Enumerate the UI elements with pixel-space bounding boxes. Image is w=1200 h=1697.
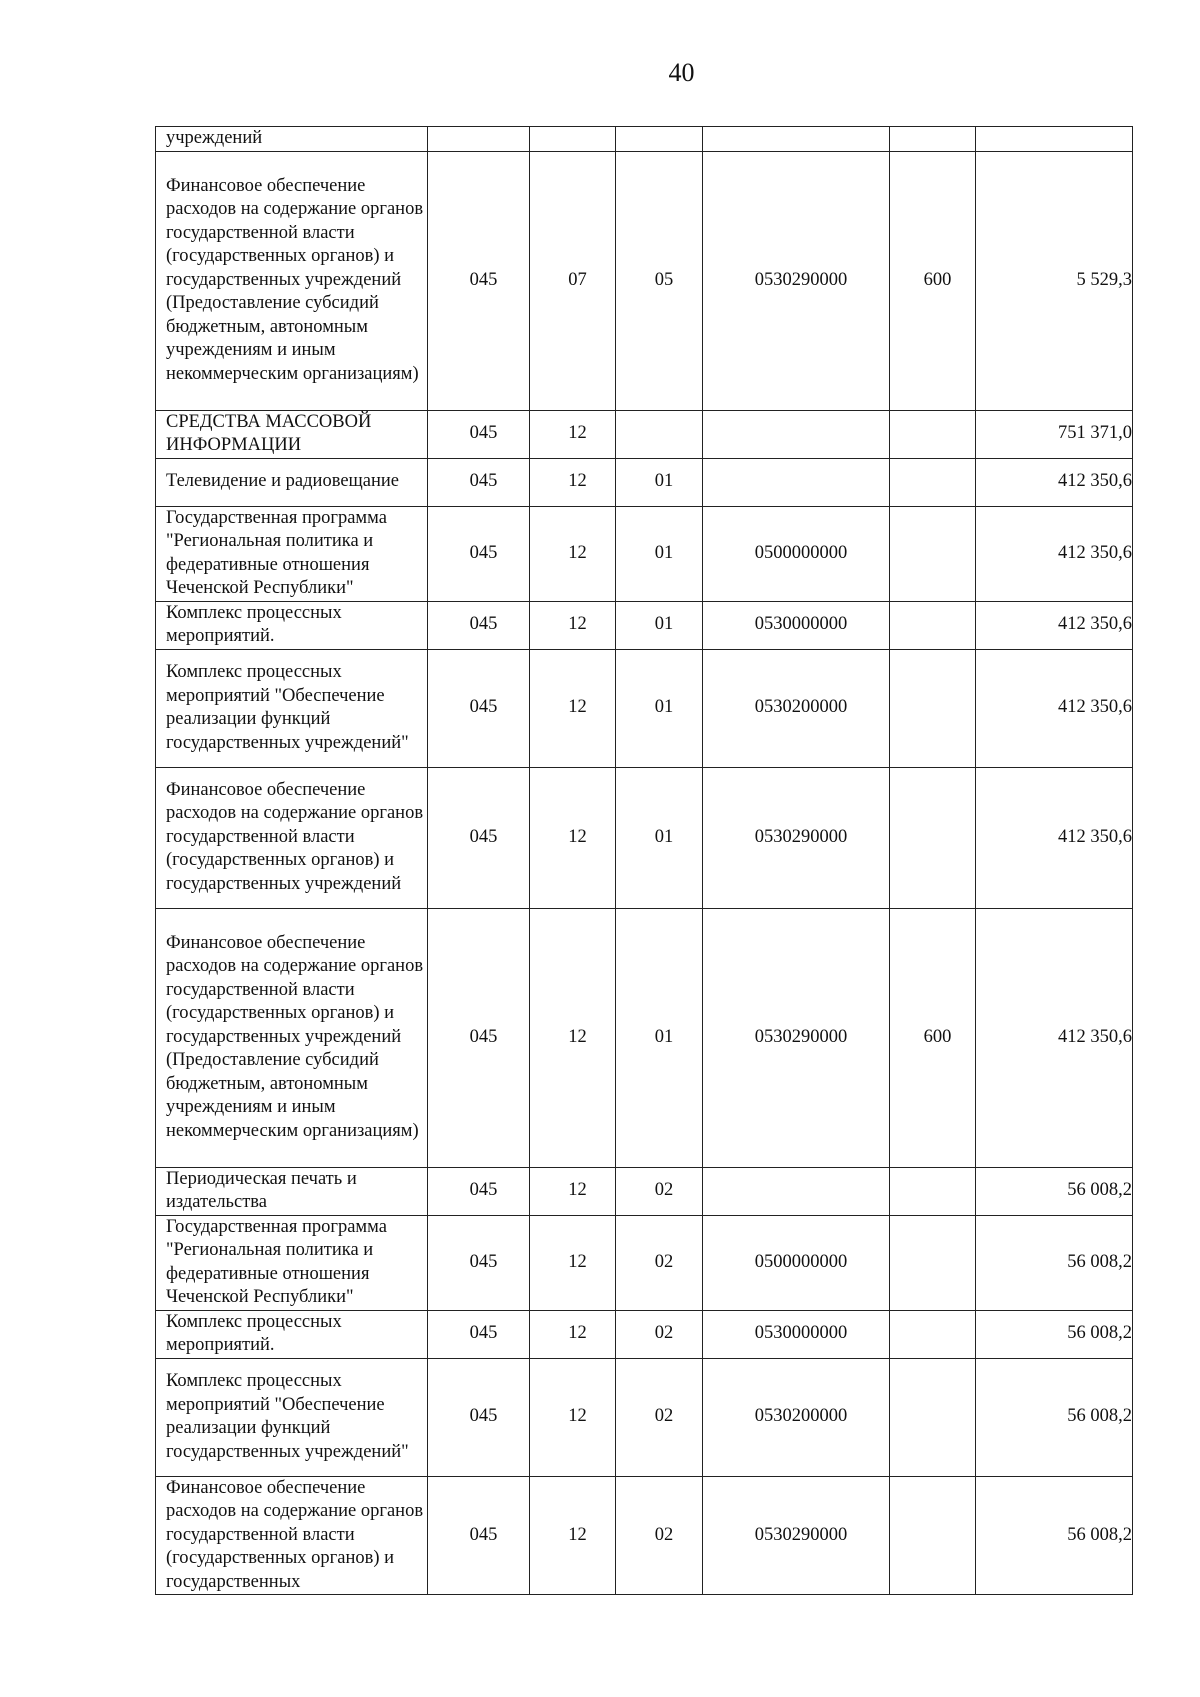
cell-vr	[890, 1358, 976, 1476]
row-name: Государственная программа "Региональная политика и федеративные отношения Чеченской Республики"	[156, 506, 428, 601]
cell-csr: 0530290000	[703, 908, 890, 1167]
cell-pr	[616, 127, 703, 152]
row-name: Периодическая печать и издательства	[156, 1167, 428, 1215]
cell-csr: 0530290000	[703, 151, 890, 410]
table-row	[156, 1310, 1133, 1358]
cell-pr: 02	[616, 1167, 703, 1215]
cell-ved: 045	[428, 1167, 530, 1215]
cell-vr	[890, 1215, 976, 1310]
cell-rz: 12	[530, 767, 616, 908]
table-row	[156, 506, 1133, 601]
cell-ved: 045	[428, 151, 530, 410]
table-row	[156, 458, 1133, 506]
table-row	[156, 1358, 1133, 1476]
cell-sum: 56 008,2	[976, 1476, 1133, 1595]
cell-csr: 0500000000	[703, 1215, 890, 1310]
cell-ved: 045	[428, 1358, 530, 1476]
cell-vr	[890, 767, 976, 908]
row-name: СРЕДСТВА МАССОВОЙ ИНФОРМАЦИИ	[156, 410, 428, 458]
cell-csr: 0530290000	[703, 767, 890, 908]
cell-rz: 12	[530, 506, 616, 601]
table-row	[156, 127, 1133, 152]
cell-rz: 12	[530, 1476, 616, 1595]
table-row	[156, 1476, 1133, 1595]
cell-rz: 12	[530, 908, 616, 1167]
table-row	[156, 151, 1133, 410]
cell-pr: 02	[616, 1358, 703, 1476]
cell-ved: 045	[428, 1476, 530, 1595]
cell-vr	[890, 458, 976, 506]
cell-ved: 045	[428, 506, 530, 601]
budget-table	[155, 126, 1133, 1595]
cell-csr: 0530000000	[703, 601, 890, 649]
cell-sum: 56 008,2	[976, 1215, 1133, 1310]
cell-sum: 56 008,2	[976, 1310, 1133, 1358]
cell-sum	[976, 127, 1133, 152]
row-name: Комплекс процессных мероприятий.	[156, 601, 428, 649]
cell-csr	[703, 1167, 890, 1215]
cell-pr: 01	[616, 649, 703, 767]
cell-ved: 045	[428, 908, 530, 1167]
cell-vr	[890, 127, 976, 152]
cell-ved: 045	[428, 458, 530, 506]
cell-sum: 5 529,3	[976, 151, 1133, 410]
cell-pr: 01	[616, 601, 703, 649]
cell-rz: 12	[530, 1167, 616, 1215]
table-body	[156, 127, 1133, 1595]
cell-vr	[890, 1310, 976, 1358]
cell-sum: 56 008,2	[976, 1358, 1133, 1476]
table-row	[156, 1215, 1133, 1310]
cell-csr: 0530200000	[703, 1358, 890, 1476]
cell-vr	[890, 410, 976, 458]
table-row	[156, 410, 1133, 458]
cell-sum: 412 350,6	[976, 649, 1133, 767]
cell-ved: 045	[428, 410, 530, 458]
cell-sum: 412 350,6	[976, 767, 1133, 908]
cell-pr: 01	[616, 458, 703, 506]
cell-rz: 12	[530, 1310, 616, 1358]
cell-rz: 12	[530, 1215, 616, 1310]
row-name: Финансовое обеспечение расходов на содержание органов государственной власти (государственных органов) и государственных учреждений	[156, 767, 428, 908]
row-name: Комплекс процессных мероприятий "Обеспечение реализации функций государственных учреждений"	[156, 1358, 428, 1476]
row-name: Финансовое обеспечение расходов на содержание органов государственной власти (государственных органов) и государственных учреждений (Предоставление субсидий бюджетным, автономным учреждениям и иным некоммерческим организациям)	[156, 151, 428, 410]
cell-vr	[890, 649, 976, 767]
cell-rz	[530, 127, 616, 152]
row-name: Финансовое обеспечение расходов на содержание органов государственной власти (государственных органов) и государственных учреждений (Предоставление субсидий бюджетным, автономным учреждениям и иным некоммерческим организациям)	[156, 908, 428, 1167]
row-name: Финансовое обеспечение расходов на содержание органов государственной власти (государственных органов) и государственных	[156, 1476, 428, 1595]
page-number: 40	[668, 58, 695, 87]
cell-pr: 02	[616, 1476, 703, 1595]
cell-ved: 045	[428, 1310, 530, 1358]
cell-rz: 12	[530, 649, 616, 767]
cell-sum: 56 008,2	[976, 1167, 1133, 1215]
cell-csr: 0530000000	[703, 1310, 890, 1358]
cell-csr	[703, 127, 890, 152]
table-row	[156, 767, 1133, 908]
cell-pr: 05	[616, 151, 703, 410]
cell-rz: 12	[530, 410, 616, 458]
cell-sum: 412 350,6	[976, 506, 1133, 601]
cell-csr	[703, 458, 890, 506]
cell-csr: 0500000000	[703, 506, 890, 601]
row-name: Комплекс процессных мероприятий.	[156, 1310, 428, 1358]
row-name: Телевидение и радиовещание	[156, 458, 428, 506]
table-row	[156, 908, 1133, 1167]
cell-pr: 02	[616, 1310, 703, 1358]
cell-vr	[890, 1476, 976, 1595]
cell-ved: 045	[428, 1215, 530, 1310]
cell-csr	[703, 410, 890, 458]
cell-rz: 12	[530, 601, 616, 649]
cell-pr: 02	[616, 1215, 703, 1310]
cell-vr	[890, 601, 976, 649]
table-row	[156, 1167, 1133, 1215]
cell-rz: 07	[530, 151, 616, 410]
cell-ved: 045	[428, 649, 530, 767]
row-name: учреждений	[156, 127, 428, 152]
cell-rz: 12	[530, 1358, 616, 1476]
cell-ved	[428, 127, 530, 152]
cell-ved: 045	[428, 767, 530, 908]
row-name: Комплекс процессных мероприятий "Обеспечение реализации функций государственных учреждений"	[156, 649, 428, 767]
table-row	[156, 601, 1133, 649]
table-row	[156, 649, 1133, 767]
cell-vr: 600	[890, 151, 976, 410]
cell-sum: 751 371,0	[976, 410, 1133, 458]
row-name: Государственная программа "Региональная политика и федеративные отношения Чеченской Республики"	[156, 1215, 428, 1310]
cell-vr	[890, 506, 976, 601]
cell-pr: 01	[616, 908, 703, 1167]
cell-rz: 12	[530, 458, 616, 506]
cell-sum: 412 350,6	[976, 908, 1133, 1167]
cell-sum: 412 350,6	[976, 601, 1133, 649]
cell-vr	[890, 1167, 976, 1215]
cell-sum: 412 350,6	[976, 458, 1133, 506]
cell-vr: 600	[890, 908, 976, 1167]
cell-pr: 01	[616, 506, 703, 601]
cell-csr: 0530290000	[703, 1476, 890, 1595]
cell-pr	[616, 410, 703, 458]
cell-ved: 045	[428, 601, 530, 649]
cell-csr: 0530200000	[703, 649, 890, 767]
cell-pr: 01	[616, 767, 703, 908]
